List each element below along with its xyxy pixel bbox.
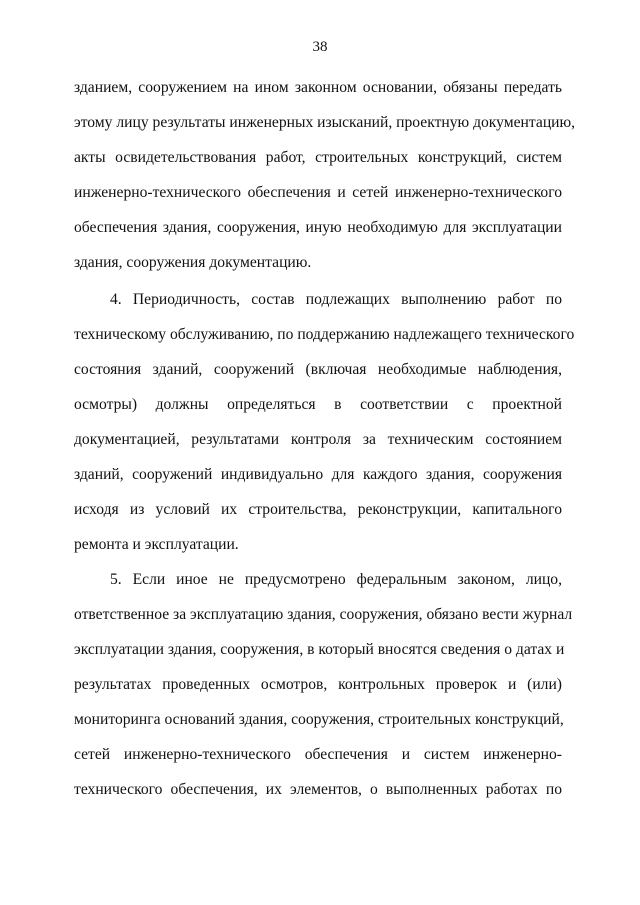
text-line: документацией, результатами контроля за техническим состоянием <box>74 431 562 448</box>
text-line: эксплуатации здания, сооружения, в который вносятся сведения о датах и <box>74 641 565 658</box>
text-line: обеспечения здания, сооружения, иную необходимую для эксплуатации <box>74 219 562 236</box>
text-line: результатах проведенных осмотров, контрольных проверок и (или) <box>74 676 562 693</box>
text-line: техническому обслуживанию, по поддержанию надлежащего технического <box>74 326 575 343</box>
text-line: технического обеспечения, их элементов, о выполненных работах по <box>74 781 562 798</box>
text-line: зданием, сооружением на ином законном основании, обязаны передать <box>74 79 562 96</box>
text-line: здания, сооружения документацию. <box>74 254 312 271</box>
text-line: инженерно-технического обеспечения и сетей инженерно-технического <box>74 184 562 201</box>
text-line: 4. Периодичность, состав подлежащих выполнению работ по <box>110 291 562 308</box>
text-line: зданий, сооружений индивидуально для каждого здания, сооружения <box>74 466 562 483</box>
text-line: мониторинга оснований здания, сооружения, строительных конструкций, <box>74 711 564 728</box>
text-line: сетей инженерно-технического обеспечения и систем инженерно- <box>74 746 562 763</box>
text-line: состояния зданий, сооружений (включая необходимые наблюдения, <box>74 361 562 378</box>
text-line: акты освидетельствования работ, строительных конструкций, систем <box>74 149 562 166</box>
text-line: 5. Если иное не предусмотрено федеральным законом, лицо, <box>110 571 562 588</box>
text-line: исходя из условий их строительства, реконструкции, капитального <box>74 501 562 518</box>
text-line: этому лицу результаты инженерных изысканий, проектную документацию, <box>74 114 576 131</box>
text-line: ремонта и эксплуатации. <box>74 536 239 553</box>
text-line: осмотры) должны определяться в соответствии с проектной <box>74 396 562 413</box>
text-line: ответственное за эксплуатацию здания, сооружения, обязано вести журнал <box>74 606 573 623</box>
page-number: 38 <box>312 39 328 55</box>
